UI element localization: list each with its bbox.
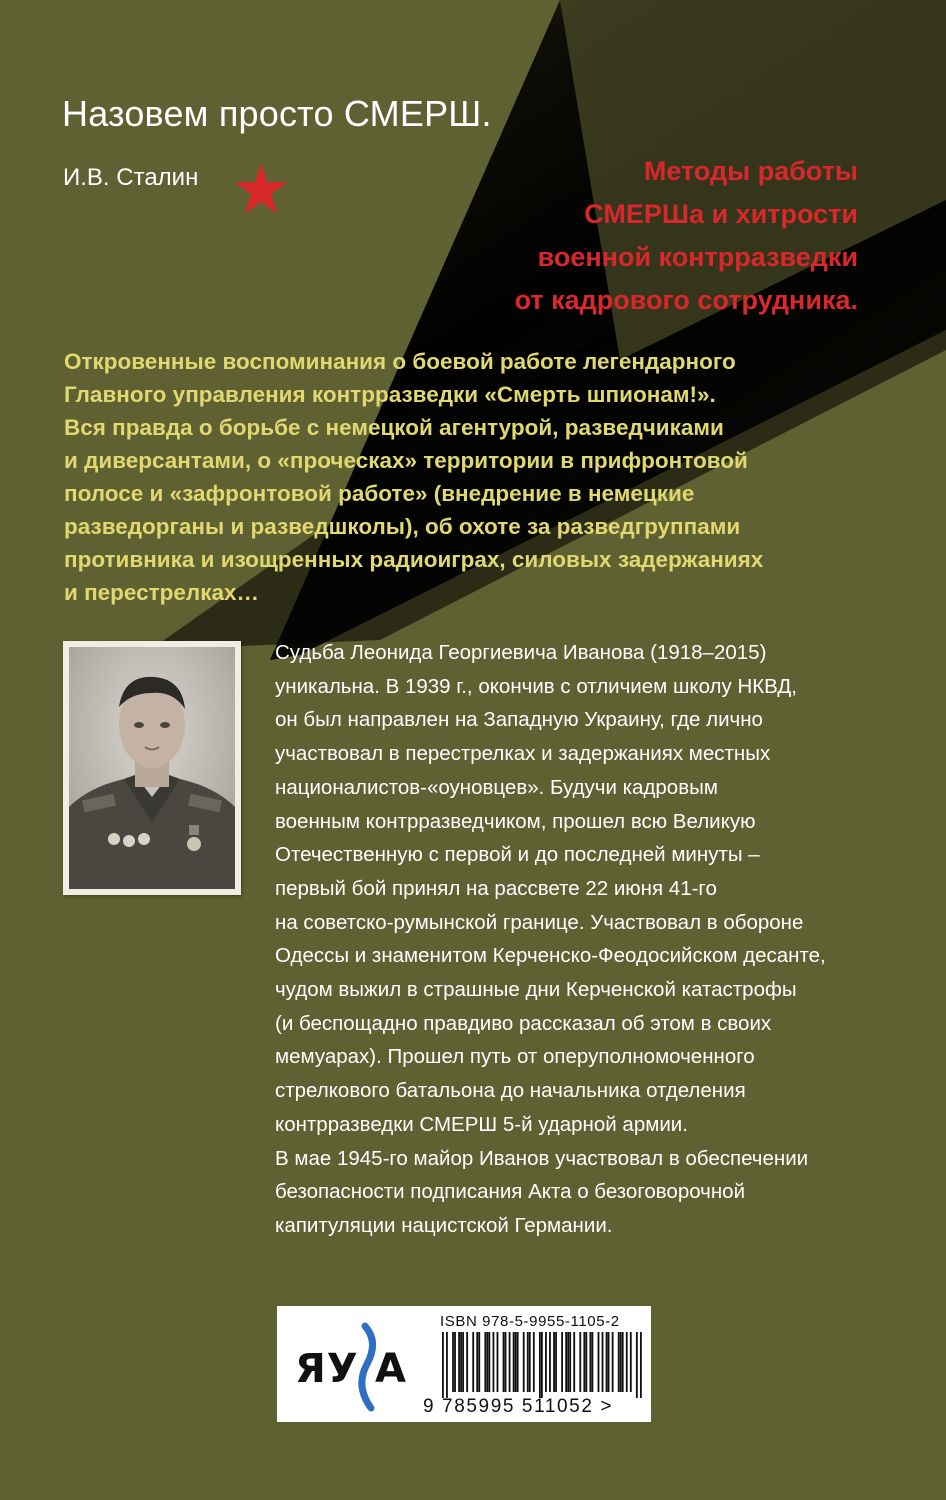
svg-text:А: А [375, 1346, 406, 1392]
barcode-bar [466, 1332, 468, 1392]
tagline-line: от кадрового сотрудника. [514, 285, 858, 315]
bio-line: Отечественную с первой и до последней минуты – [275, 843, 760, 867]
barcode-bar [606, 1332, 608, 1392]
bio-line: Судьба Леонида Георгиевича Иванова (1918–2015) [275, 641, 767, 664]
barcode-bar [565, 1332, 567, 1392]
barcode-bar [458, 1332, 460, 1392]
barcode-bar [622, 1332, 624, 1392]
barcode-bar [517, 1332, 519, 1392]
bio-line: мемуарах). Прошел путь от оперуполномоченного [275, 1045, 755, 1069]
barcode-bar [589, 1332, 591, 1392]
barcode-bar [561, 1332, 563, 1392]
intro-line: Главного управления контрразведки «Смерть шпионам!». [64, 382, 716, 407]
barcode-bar [454, 1332, 456, 1392]
bio-line: националистов-«оуновцев». Будучи кадровым [275, 775, 718, 799]
intro-line: и диверсантами, о «проческах» территории в прифронтовой [64, 448, 748, 473]
bio-line: контрразведки СМЕРШ 5-й ударной армии. [275, 1112, 688, 1136]
barcode-bar [478, 1332, 480, 1392]
barcode-bar [630, 1332, 632, 1392]
svg-text:ЯУ: ЯУ [295, 1346, 359, 1392]
bio-line: военным контрразведчиком, прошел всю Великую [275, 809, 756, 833]
bio-line: (и беспощадно правдиво рассказал об этом в своих [275, 1011, 772, 1035]
barcode-bar [527, 1332, 529, 1392]
intro-line: Откровенные воспоминания о боевой работе легендарного [64, 349, 736, 374]
bio-line: капитуляции нацистской Германии. [275, 1213, 613, 1237]
intro-line: противника и изощренных радиоиграх, силовых задержаниях [64, 547, 764, 572]
barcode-bar [505, 1332, 507, 1392]
barcode-bar [553, 1332, 555, 1392]
bio-line: уникальна. В 1939 г., окончив с отличием школу НКВД, [275, 674, 797, 698]
barcode-bar [620, 1332, 622, 1392]
author-photo-frame [63, 641, 241, 895]
barcode-bar [503, 1332, 505, 1392]
publisher-logo [287, 1312, 427, 1416]
barcode-bar [509, 1332, 511, 1392]
barcode [442, 1332, 642, 1398]
barcode-bar [497, 1332, 499, 1392]
barcode-bar [567, 1332, 569, 1392]
barcode-bar [636, 1332, 638, 1398]
barcode-bar [545, 1332, 547, 1392]
barcode-bar [460, 1332, 462, 1392]
bio-line: В мае 1945-го майор Иванов участвовал в обеспечении [275, 1146, 809, 1170]
intro-line: Вся правда о борьбе с немецкой агентурой, разведчиками [64, 415, 724, 440]
barcode-bar [515, 1332, 517, 1392]
epigraph-quote: Назовем просто СМЕРШ. [62, 93, 492, 134]
barcode-panel [277, 1306, 651, 1422]
barcode-bar [529, 1332, 531, 1392]
author-biography [275, 636, 905, 1243]
barcode-bar [602, 1332, 604, 1392]
bio-line: он был направлен на Западную Украину, где лично [275, 708, 763, 732]
barcode-bar [555, 1332, 557, 1392]
red-star-icon [233, 162, 289, 216]
epigraph-author: И.В. Сталин [63, 164, 199, 191]
bio-line: на советско-румынской границе. Участвовал в обороне [275, 910, 804, 934]
barcode-bar [612, 1332, 614, 1392]
barcode-bar [523, 1332, 525, 1392]
isbn-number: ISBN 978-5-9955-1105-2 [440, 1313, 620, 1330]
bio-line: стрелкового батальона до начальника отделения [275, 1079, 746, 1103]
barcode-bar [541, 1332, 543, 1398]
barcode-bar [472, 1332, 474, 1392]
barcode-bar [462, 1332, 464, 1392]
tagline-line: СМЕРШа и хитрости [584, 199, 858, 229]
barcode-bar [591, 1332, 593, 1392]
barcode-bar [598, 1332, 600, 1392]
intro-paragraph [64, 345, 884, 609]
barcode-bar [549, 1332, 551, 1392]
barcode-bar [513, 1332, 515, 1392]
barcode-bar [488, 1332, 490, 1392]
barcode-bar [484, 1332, 486, 1392]
bio-line: первый бой принял на рассвете 22 июня 41-го [275, 876, 717, 900]
barcode-bar [573, 1332, 575, 1392]
barcode-bar [583, 1332, 585, 1392]
barcode-bar [476, 1332, 478, 1392]
barcode-bar [640, 1332, 642, 1398]
barcode-bar [569, 1332, 571, 1392]
tagline-line: военной контрразведки [537, 242, 858, 272]
barcode-bar [618, 1332, 620, 1392]
barcode-bar [442, 1332, 444, 1398]
author-portrait-photo [69, 647, 235, 889]
barcode-bar [452, 1332, 454, 1392]
barcode-bar [579, 1332, 581, 1392]
barcode-bar [493, 1332, 495, 1392]
intro-line: полосе и «зафронтовой работе» (внедрение в немецкие [64, 481, 695, 506]
barcode-bar [533, 1332, 535, 1392]
bio-line: Одессы и знаменитом Керченско-Феодосийском десанте, [275, 944, 826, 968]
barcode-bar [626, 1332, 628, 1392]
tagline-line: Методы работы [643, 156, 858, 186]
intro-line: разведорганы и разведшколы), об охоте за разведгруппами [64, 514, 741, 539]
intro-line: и перестрелках… [64, 580, 260, 605]
ean-digits: 9 785995 511052 > [423, 1396, 614, 1417]
barcode-bar [486, 1332, 488, 1392]
barcode-bar [539, 1332, 541, 1398]
bio-line: чудом выжил в страшные дни Керченской катастрофы [275, 978, 797, 1002]
tagline [338, 150, 858, 322]
barcode-bar [585, 1332, 587, 1392]
bio-line: безопасности подписания Акта о безоговорочной [275, 1180, 746, 1204]
bio-line: участвовал в перестрелках и задержаниях местных [275, 742, 771, 766]
barcode-bar [608, 1332, 610, 1392]
barcode-bar [446, 1332, 448, 1398]
